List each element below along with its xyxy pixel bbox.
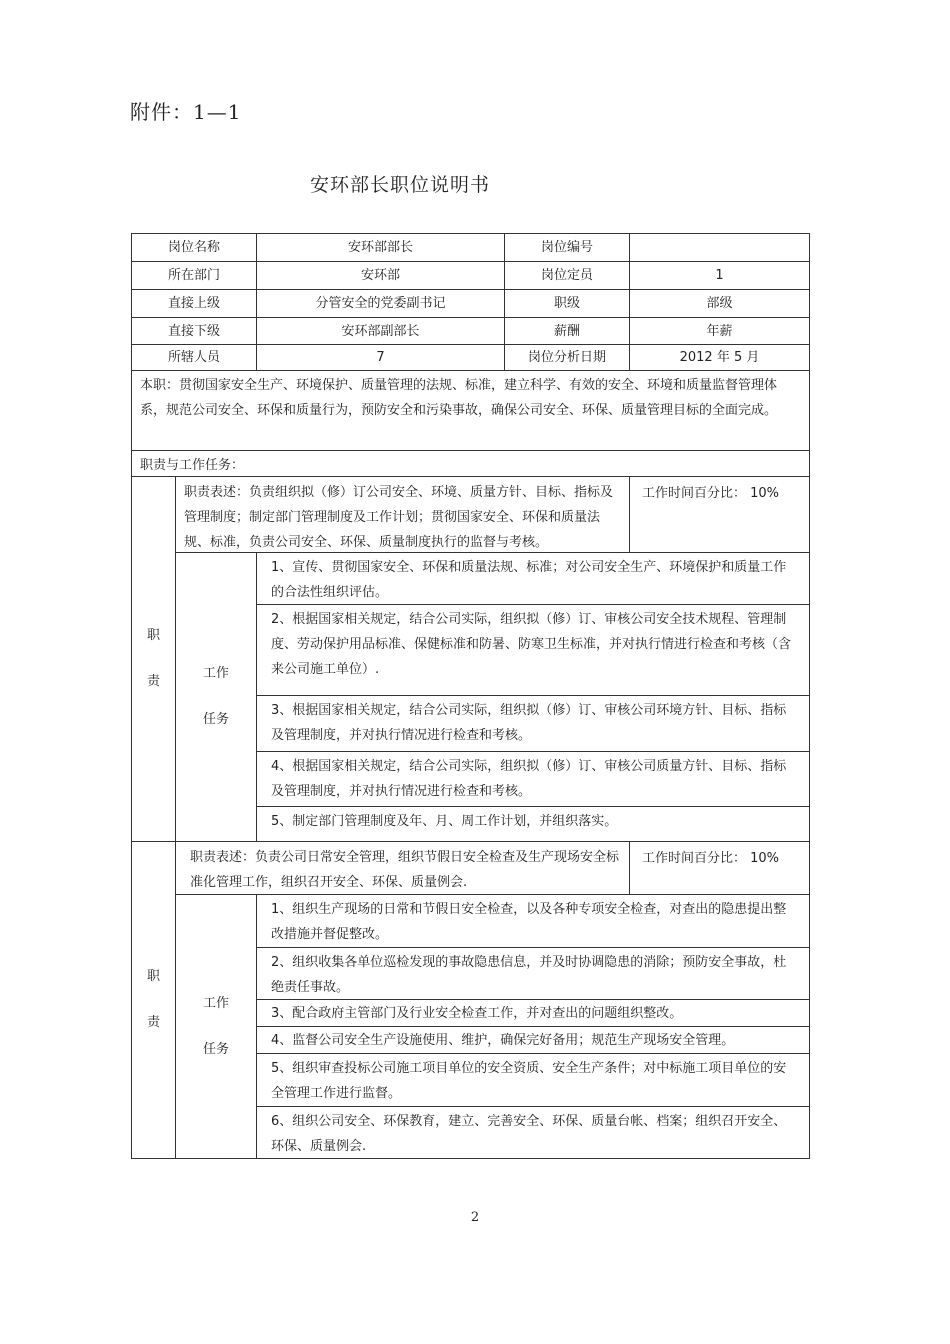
pos-no-label: 岗位编号: [504, 233, 630, 262]
subordinate-label: 直接下级: [131, 317, 257, 345]
dept-label: 所在部门: [131, 261, 257, 290]
date-label: 岗位分析日期: [504, 344, 630, 371]
superior-label: 直接上级: [131, 289, 257, 318]
salary-value: 年薪: [629, 317, 810, 345]
grade-label: 职级: [504, 289, 630, 318]
duty-1-label: [131, 476, 176, 842]
attachment-label: 附件：1—1: [130, 100, 242, 124]
duty-2-statement: 职责表述：负责公司日常安全管理，组织节假日安全检查及生产现场安全标准化管理工作，组织召开安全、环保、质量例会.: [175, 841, 630, 895]
grade-value: 部级: [629, 289, 810, 318]
duty-char-2: 责: [146, 674, 160, 689]
quota-value: 1: [629, 261, 810, 290]
duty-1-task-1: 1、宣传、贯彻国家安全、环保和质量法规、标准；对公司安全生产、环境保护和质量工作的合法性组织评估。: [256, 552, 810, 605]
work-label-1: 工作: [202, 995, 229, 1011]
duty-2-task-6: 6、组织公司安全、环保教育，建立、完善安全、环保、质量台帐、档案；组织召开安全、环保、质量例会.: [256, 1106, 810, 1159]
superior-value: 分管安全的党委副书记: [256, 289, 505, 318]
page-number: 2: [470, 1210, 480, 1225]
duty-2-work-label: [175, 894, 257, 1159]
document-title: 安环部长职位说明书: [310, 174, 491, 196]
duty-2-label: [131, 841, 176, 1159]
duty-2-task-5: 5、组织审查投标公司施工项目单位的安全资质、安全生产条件；对中标施工项目单位的安全管理工作进行监督。: [256, 1053, 810, 1107]
date-value: 2012 年 5 月: [629, 344, 810, 371]
duty-2-task-1: 1、组织生产现场的日常和节假日安全检查，以及各种专项安全检查，对查出的隐患提出整改措施并督促整改。: [256, 894, 810, 948]
quota-label: 岗位定员: [504, 261, 630, 290]
work-label-2: 任务: [202, 712, 229, 727]
staff-value: 7: [256, 344, 505, 371]
work-label-2: 任务: [202, 1041, 229, 1057]
work-label-1: 工作: [202, 666, 229, 681]
pos-name-label: 岗位名称: [131, 233, 257, 262]
salary-label: 薪酬: [504, 317, 630, 345]
duties-header: 职责与工作任务：: [131, 450, 810, 477]
duty-1-time-percent: 工作时间百分比： 10%: [629, 476, 810, 553]
duty-char-2: 责: [146, 1015, 160, 1030]
duty-2-time-percent: 工作时间百分比： 10%: [629, 841, 810, 895]
staff-label: 所辖人员: [131, 344, 257, 371]
duty-2-task-3: 3、配合政府主管部门及行业安全检查工作，并对查出的问题组织整改。: [256, 999, 810, 1027]
duty-1-work-label: [175, 552, 257, 842]
duty-1-task-3: 3、根据国家相关规定，结合公司实际，组织拟（修）订、审核公司环境方针、目标、指标及管理制度，并对执行情况进行检查和考核。: [256, 695, 810, 752]
job-summary: 本职：贯彻国家安全生产、环境保护、质量管理的法规、标准，建立科学、有效的安全、环境和质量监督管理体系，规范公司安全、环保和质量行为，预防安全和污染事故，确保公司安全、环保、质量管理目标的全面完成。: [131, 370, 810, 451]
pos-name-value: 安环部部长: [256, 233, 505, 262]
pos-no-value: [629, 233, 810, 262]
duty-1-task-2: 2、根据国家相关规定，结合公司实际，组织拟（修）订、审核公司安全技术规程、管理制度、劳动保护用品标准、保健标准和防暑、防寒卫生标准，并对执行情进行检查和考核（含来公司施工单位）.: [256, 604, 810, 696]
duty-2-task-2: 2、组织收集各单位巡检发现的事故隐患信息，并及时协调隐患的消除；预防安全事故，杜绝责任事故。: [256, 947, 810, 1000]
duty-char-1: 职: [146, 628, 160, 643]
duty-1-task-5: 5、制定部门管理制度及年、月、周工作计划，并组织落实。: [256, 806, 810, 842]
duty-2-task-4: 4、监督公司安全生产设施使用、维护，确保完好备用；规范生产现场安全管理。: [256, 1026, 810, 1054]
duty-char-1: 职: [146, 969, 160, 984]
subordinate-value: 安环部副部长: [256, 317, 505, 345]
dept-value: 安环部: [256, 261, 505, 290]
duty-1-task-4: 4、根据国家相关规定，结合公司实际，组织拟（修）订、审核公司质量方针、目标、指标及管理制度，并对执行情况进行检查和考核。: [256, 751, 810, 807]
duty-1-statement: 职责表述：负责组织拟（修）订公司安全、环境、质量方针、目标、指标及管理制度；制定部门管理制度及工作计划；贯彻国家安全、环保和质量法规、标准，负责公司安全、环保、质量制度执行的监督与考核。: [175, 476, 630, 553]
